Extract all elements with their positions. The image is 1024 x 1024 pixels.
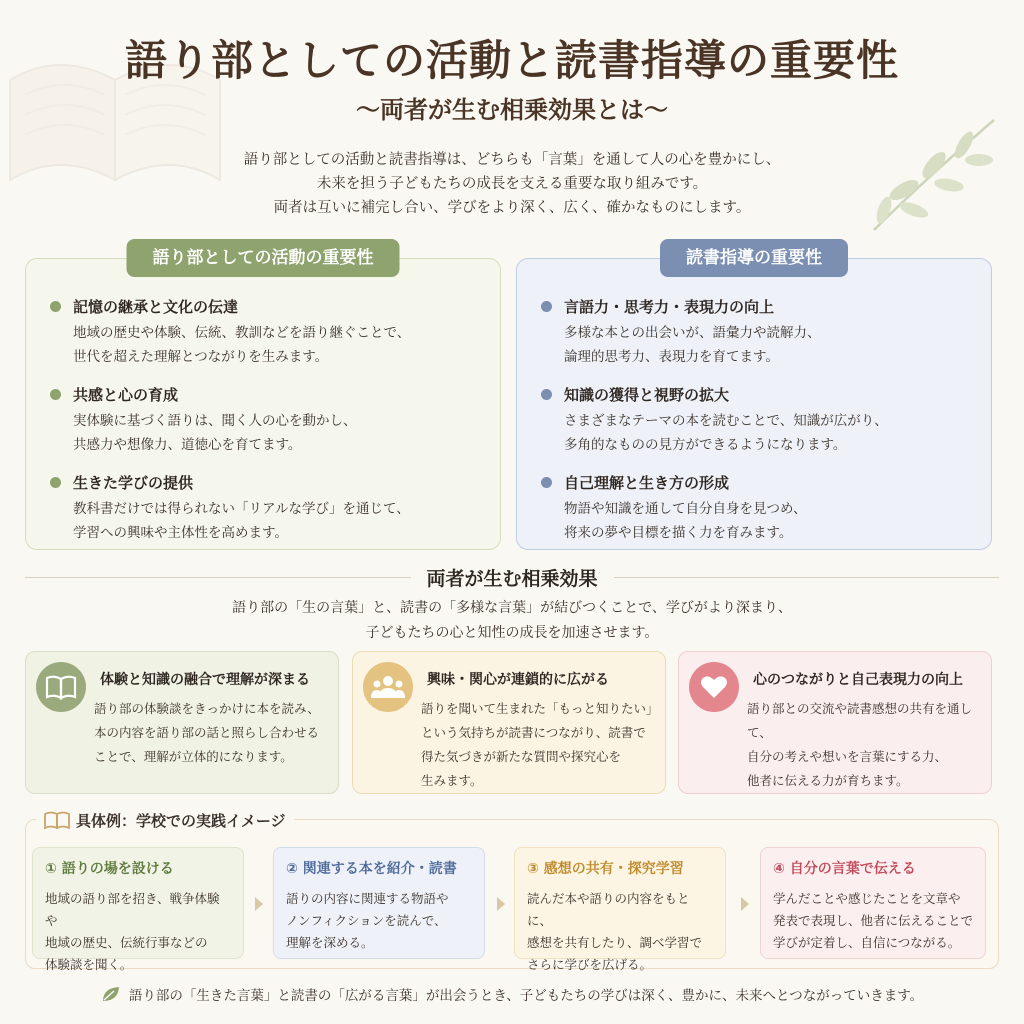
intro-line: 語り部としての活動と読書指導は、どちらも「言葉」を通して人の心を豊かにし、 [243, 152, 781, 168]
desc-line: 自分の考えや想いを言葉にする力、 [747, 749, 948, 764]
open-book-icon [36, 662, 86, 712]
point-desc [564, 497, 971, 545]
desc-line: 共感力や想像力、道徳心を育てます。 [73, 437, 302, 453]
desc-line: さらに学びを広げる。 [527, 957, 653, 972]
desc-line: 本の内容を語り部の話と照らし合わせる [94, 725, 320, 740]
point-desc [564, 409, 971, 457]
point-item [541, 295, 971, 369]
desc-line: 学習への興味や主体性を高めます。 [73, 525, 288, 541]
desc-line: 語りを聞いて生まれた「もっと知りたい」 [421, 701, 659, 716]
desc-line: 語り部の「生の言葉」と、読書の「多様な言葉」が結びつくことで、学びがより深まり、 [232, 600, 792, 616]
card-title: 心のつながりと自己表現力の向上 [753, 672, 963, 688]
point-item [50, 471, 480, 545]
synergy-card [352, 651, 666, 794]
desc-line: 生みます。 [421, 773, 483, 788]
card-title: 興味・関心が連鎖的に広がる [427, 672, 609, 688]
book-icon [44, 811, 70, 829]
example-step [32, 847, 244, 972]
desc-line: 地域の歴史や体験、伝統、教訓などを語り継ぐことで、 [73, 325, 411, 341]
desc-line: 語り部の体験談をきっかけに本を読み、 [94, 701, 320, 716]
step-title: ④ 自分の言葉で伝える [773, 861, 916, 877]
point-title: 生きた学びの提供 [73, 473, 194, 492]
desc-line: ノンフィクションを読んで、 [286, 913, 447, 928]
desc-line: さまざまなテーマの本を読むことで、知識が広がり、 [564, 413, 888, 429]
desc-line: 体験談を聞く。 [45, 957, 133, 972]
page-subtitle: 〜両者が生む相乗効果とは〜 [356, 95, 668, 124]
point-item [50, 295, 480, 369]
examples-heading-label: 具体例：学校での実践イメージ [76, 811, 286, 830]
example-step [514, 847, 726, 972]
desc-line: 読んだ本や語りの内容をもとに、 [527, 891, 690, 928]
synergy-card [678, 651, 992, 794]
card-title: 体験と知識の融合で理解が深まる [100, 672, 310, 688]
desc-line: 語り部との交流や読書感想の共有を通して、 [747, 701, 973, 740]
bullet-icon [50, 477, 61, 488]
bullet-icon [50, 301, 61, 312]
point-item [541, 383, 971, 457]
step-title: ③ 感想の共有・探究学習 [527, 861, 684, 877]
divider [25, 577, 411, 578]
reading-guidance-panel [516, 248, 992, 550]
step-title: ① 語りの場を設ける [45, 861, 174, 877]
point-desc [73, 409, 480, 457]
point-title: 言語力・思考力・表現力の向上 [564, 297, 775, 316]
panel-header: 語り部としての活動の重要性 [127, 239, 400, 277]
card-desc [421, 697, 659, 793]
step-desc [45, 888, 231, 976]
point-item [541, 471, 971, 545]
bullet-icon [50, 389, 61, 400]
desc-line: 感想を共有したり、調べ学習で [527, 935, 703, 950]
point-title: 記憶の継承と文化の伝達 [73, 297, 239, 316]
point-desc [73, 497, 480, 545]
bullet-icon [541, 389, 552, 400]
step-desc [773, 888, 973, 954]
desc-line: 学びが定着し、自信につながる。 [773, 935, 961, 950]
desc-line: 多様な本との出会いが、語彙力や読解力、 [564, 325, 821, 341]
desc-line: 学んだことや感じたことを文章や [773, 891, 961, 906]
desc-line: 語りの内容に関連する物語や [286, 891, 449, 906]
desc-line: 物語や知識を通して自分自身を見つめ、 [564, 501, 807, 517]
desc-line: 他者に伝える力が育ちます。 [747, 773, 909, 788]
bullet-icon [541, 477, 552, 488]
synergy-desc [0, 596, 1024, 646]
desc-line: 地域の語り部を招き、戦争体験や [45, 891, 220, 928]
card-desc [747, 697, 979, 793]
desc-line: という気持ちが読書につながり、読書で [421, 725, 646, 740]
storyteller-importance-panel [25, 248, 501, 550]
example-step [760, 847, 986, 959]
point-desc [73, 321, 480, 369]
desc-line: 地域の歴史、伝統行事などの [45, 935, 208, 950]
synergy-title: 両者が生む相乗効果 [426, 567, 598, 590]
desc-line: 子どもたちの心と知性の成長を加速させます。 [365, 625, 659, 641]
heart-icon [689, 662, 739, 712]
point-item [50, 383, 480, 457]
synergy-card [25, 651, 339, 794]
card-desc [94, 697, 326, 769]
desc-line: 理解を深める。 [286, 935, 374, 950]
intro-line: 両者は互いに補完し合い、学びをより深く、広く、確かなものにします。 [273, 200, 751, 216]
intro-text [0, 148, 1024, 220]
desc-line: 得た気づきが新たな質問や探究心を [421, 749, 622, 764]
desc-line: 多角的なものの見方ができるようになります。 [564, 437, 847, 453]
examples-heading [36, 810, 294, 830]
divider [614, 577, 1000, 578]
intro-line: 未来を担う子どもたちの成長を支える重要な取り組みです。 [316, 176, 708, 192]
arrow-right-icon [255, 897, 263, 911]
desc-line: 教科書だけでは得られない「リアルな学び」を通じて、 [73, 501, 410, 517]
point-title: 知識の獲得と視野の拡大 [564, 385, 730, 404]
desc-line: 世代を超えた理解とつながりを生みます。 [73, 349, 329, 365]
point-title: 共感と心の育成 [73, 385, 179, 404]
step-title: ② 関連する本を紹介・読書 [286, 861, 457, 877]
practice-examples [25, 811, 999, 972]
desc-line: 実体験に基づく語りは、聞く人の心を動かし、 [73, 413, 357, 429]
point-desc [564, 321, 971, 369]
footer-message: 語り部の「生きた言葉」と読書の「広がる言葉」が出会うとき、子どもたちの学びは深く、豊かに、未来へとつながっていきます。 [128, 988, 924, 1004]
desc-line: ことで、理解が立体的になります。 [94, 749, 293, 764]
step-desc [527, 888, 713, 976]
footer [0, 982, 1024, 1006]
bullet-icon [541, 301, 552, 312]
point-title: 自己理解と生き方の形成 [564, 473, 730, 492]
desc-line: 論理的思考力、表現力を育てます。 [564, 349, 779, 365]
desc-line: 将来の夢や目標を描く力を育みます。 [564, 525, 793, 541]
synergy-heading-row [25, 564, 999, 590]
step-desc [286, 888, 472, 954]
leaf-icon [101, 985, 121, 1003]
desc-line: 発表で表現し、他者に伝えることで [773, 913, 974, 928]
example-step [273, 847, 485, 959]
panel-header: 読書指導の重要性 [660, 239, 848, 277]
arrow-right-icon [497, 897, 505, 911]
page-title: 語り部としての活動と読書指導の重要性 [124, 36, 899, 85]
arrow-right-icon [741, 897, 749, 911]
group-icon [363, 662, 413, 712]
